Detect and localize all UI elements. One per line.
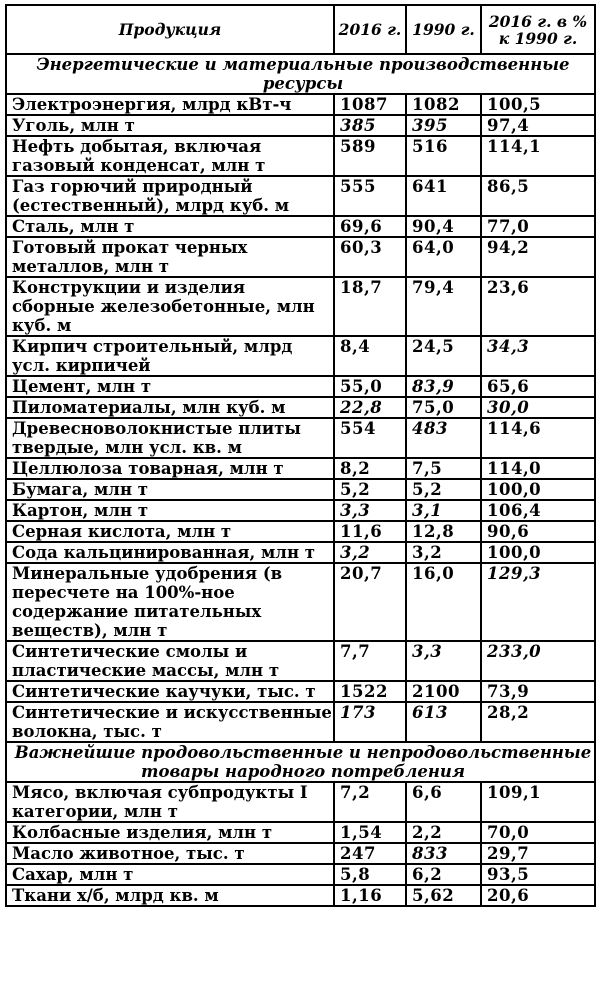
percent-cell: 114,0 — [481, 458, 595, 479]
header-percent — [481, 5, 595, 54]
percent-cell: 129,3 — [481, 563, 595, 641]
table-row — [6, 94, 595, 115]
table-row — [6, 782, 595, 822]
value-1990-cell: 2,2 — [406, 822, 481, 843]
header-product: Продукция — [6, 5, 334, 54]
product-name-cell: Уголь, млн т — [6, 115, 334, 136]
value-1990-cell: 24,5 — [406, 336, 481, 376]
section-row — [6, 742, 595, 782]
table-row — [6, 336, 595, 376]
value-2016-cell: 7,2 — [334, 782, 406, 822]
product-name-cell: Синтетические и искусственные волокна, тыс. т — [6, 702, 334, 742]
product-name-cell: Сталь, млн т — [6, 216, 334, 237]
product-name-cell: Электроэнергия, млрд кВт-ч — [6, 94, 334, 115]
value-2016-cell: 11,6 — [334, 521, 406, 542]
percent-cell: 90,6 — [481, 521, 595, 542]
percent-cell: 93,5 — [481, 864, 595, 885]
value-2016-cell: 554 — [334, 418, 406, 458]
value-2016-cell: 5,2 — [334, 479, 406, 500]
table-row — [6, 397, 595, 418]
value-2016-cell: 173 — [334, 702, 406, 742]
product-name-cell: Готовый прокат черных металлов, млн т — [6, 237, 334, 277]
table-row — [6, 136, 595, 176]
table-row — [6, 176, 595, 216]
product-name-cell: Минеральные удобрения (в пересчете на 100%-ное содержание питательных веществ), млн т — [6, 563, 334, 641]
product-name-cell: Бумага, млн т — [6, 479, 334, 500]
table-row — [6, 563, 595, 641]
value-1990-cell: 3,3 — [406, 641, 481, 681]
value-1990-cell: 12,8 — [406, 521, 481, 542]
value-2016-cell: 1,54 — [334, 822, 406, 843]
percent-cell: 34,3 — [481, 336, 595, 376]
table-row — [6, 115, 595, 136]
table-row — [6, 542, 595, 563]
value-1990-cell: 5,2 — [406, 479, 481, 500]
table-row — [6, 843, 595, 864]
value-2016-cell: 18,7 — [334, 277, 406, 336]
value-2016-cell: 247 — [334, 843, 406, 864]
table-row — [6, 885, 595, 906]
table-row — [6, 681, 595, 702]
table-row — [6, 702, 595, 742]
product-name-cell: Масло животное, тыс. т — [6, 843, 334, 864]
product-name-cell: Кирпич строительный, млрд усл. кирпичей — [6, 336, 334, 376]
product-name-cell: Картон, млн т — [6, 500, 334, 521]
section-row — [6, 54, 595, 94]
percent-cell: 100,0 — [481, 479, 595, 500]
product-name-cell: Сахар, млн т — [6, 864, 334, 885]
value-1990-cell: 75,0 — [406, 397, 481, 418]
value-2016-cell: 3,3 — [334, 500, 406, 521]
value-1990-cell: 1082 — [406, 94, 481, 115]
table-row — [6, 500, 595, 521]
value-2016-cell: 1087 — [334, 94, 406, 115]
value-2016-cell: 7,7 — [334, 641, 406, 681]
percent-cell: 109,1 — [481, 782, 595, 822]
value-1990-cell: 83,9 — [406, 376, 481, 397]
value-2016-cell: 20,7 — [334, 563, 406, 641]
section-title: Энергетические и материальные производственные ресурсы — [6, 54, 595, 94]
percent-cell: 106,4 — [481, 500, 595, 521]
table-row — [6, 521, 595, 542]
value-2016-cell: 55,0 — [334, 376, 406, 397]
value-1990-cell: 6,2 — [406, 864, 481, 885]
product-name-cell: Пиломатериалы, млн куб. м — [6, 397, 334, 418]
table-row — [6, 418, 595, 458]
value-1990-cell: 613 — [406, 702, 481, 742]
product-name-cell: Целлюлоза товарная, млн т — [6, 458, 334, 479]
product-name-cell: Цемент, млн т — [6, 376, 334, 397]
value-2016-cell: 555 — [334, 176, 406, 216]
product-name-cell: Серная кислота, млн т — [6, 521, 334, 542]
percent-cell: 100,5 — [481, 94, 595, 115]
percent-cell: 29,7 — [481, 843, 595, 864]
value-1990-cell: 5,62 — [406, 885, 481, 906]
percent-cell: 65,6 — [481, 376, 595, 397]
value-1990-cell: 3,2 — [406, 542, 481, 563]
value-2016-cell: 60,3 — [334, 237, 406, 277]
value-1990-cell: 90,4 — [406, 216, 481, 237]
percent-cell: 70,0 — [481, 822, 595, 843]
value-2016-cell: 69,6 — [334, 216, 406, 237]
product-name-cell: Синтетические каучуки, тыс. т — [6, 681, 334, 702]
value-2016-cell: 385 — [334, 115, 406, 136]
header-2016: 2016 г. — [334, 5, 406, 54]
percent-cell: 94,2 — [481, 237, 595, 277]
value-1990-cell: 395 — [406, 115, 481, 136]
table-row — [6, 479, 595, 500]
header-1990: 1990 г. — [406, 5, 481, 54]
percent-cell: 233,0 — [481, 641, 595, 681]
product-name-cell: Синтетические смолы и пластические массы, млн т — [6, 641, 334, 681]
value-2016-cell: 8,2 — [334, 458, 406, 479]
value-2016-cell: 589 — [334, 136, 406, 176]
value-1990-cell: 483 — [406, 418, 481, 458]
table-row — [6, 376, 595, 397]
table-body — [6, 54, 595, 906]
product-name-cell: Сода кальцинированная, млн т — [6, 542, 334, 563]
header-percent-line2: к 1990 г. — [498, 28, 578, 48]
production-table — [5, 4, 596, 907]
product-name-cell: Ткани х/б, млрд кв. м — [6, 885, 334, 906]
header-row — [6, 5, 595, 54]
percent-cell: 77,0 — [481, 216, 595, 237]
percent-cell: 28,2 — [481, 702, 595, 742]
value-2016-cell: 8,4 — [334, 336, 406, 376]
value-1990-cell: 3,1 — [406, 500, 481, 521]
value-1990-cell: 641 — [406, 176, 481, 216]
value-1990-cell: 79,4 — [406, 277, 481, 336]
percent-cell: 86,5 — [481, 176, 595, 216]
value-2016-cell: 5,8 — [334, 864, 406, 885]
value-1990-cell: 2100 — [406, 681, 481, 702]
table-row — [6, 277, 595, 336]
percent-cell: 23,6 — [481, 277, 595, 336]
table-row — [6, 458, 595, 479]
table-row — [6, 864, 595, 885]
value-1990-cell: 64,0 — [406, 237, 481, 277]
percent-cell: 30,0 — [481, 397, 595, 418]
table-row — [6, 822, 595, 843]
product-name-cell: Колбасные изделия, млн т — [6, 822, 334, 843]
percent-cell: 114,1 — [481, 136, 595, 176]
table-row — [6, 216, 595, 237]
table-row — [6, 641, 595, 681]
header-percent-line1: 2016 г. в % — [488, 11, 588, 31]
section-title: Важнейшие продовольственные и непродовольственные товары народного потребления — [6, 742, 595, 782]
product-name-cell: Мясо, включая субпродукты I категории, млн т — [6, 782, 334, 822]
percent-cell: 114,6 — [481, 418, 595, 458]
percent-cell: 97,4 — [481, 115, 595, 136]
percent-cell: 20,6 — [481, 885, 595, 906]
product-name-cell: Газ горючий природный (естественный), млрд куб. м — [6, 176, 334, 216]
value-2016-cell: 3,2 — [334, 542, 406, 563]
value-1990-cell: 6,6 — [406, 782, 481, 822]
value-1990-cell: 833 — [406, 843, 481, 864]
value-1990-cell: 7,5 — [406, 458, 481, 479]
percent-cell: 100,0 — [481, 542, 595, 563]
value-2016-cell: 1,16 — [334, 885, 406, 906]
percent-cell: 73,9 — [481, 681, 595, 702]
product-name-cell: Древесноволокнистые плиты твердые, млн усл. кв. м — [6, 418, 334, 458]
value-2016-cell: 22,8 — [334, 397, 406, 418]
product-name-cell: Конструкции и изделия сборные железобетонные, млн куб. м — [6, 277, 334, 336]
value-1990-cell: 516 — [406, 136, 481, 176]
table-row — [6, 237, 595, 277]
value-2016-cell: 1522 — [334, 681, 406, 702]
product-name-cell: Нефть добытая, включая газовый конденсат, млн т — [6, 136, 334, 176]
value-1990-cell: 16,0 — [406, 563, 481, 641]
